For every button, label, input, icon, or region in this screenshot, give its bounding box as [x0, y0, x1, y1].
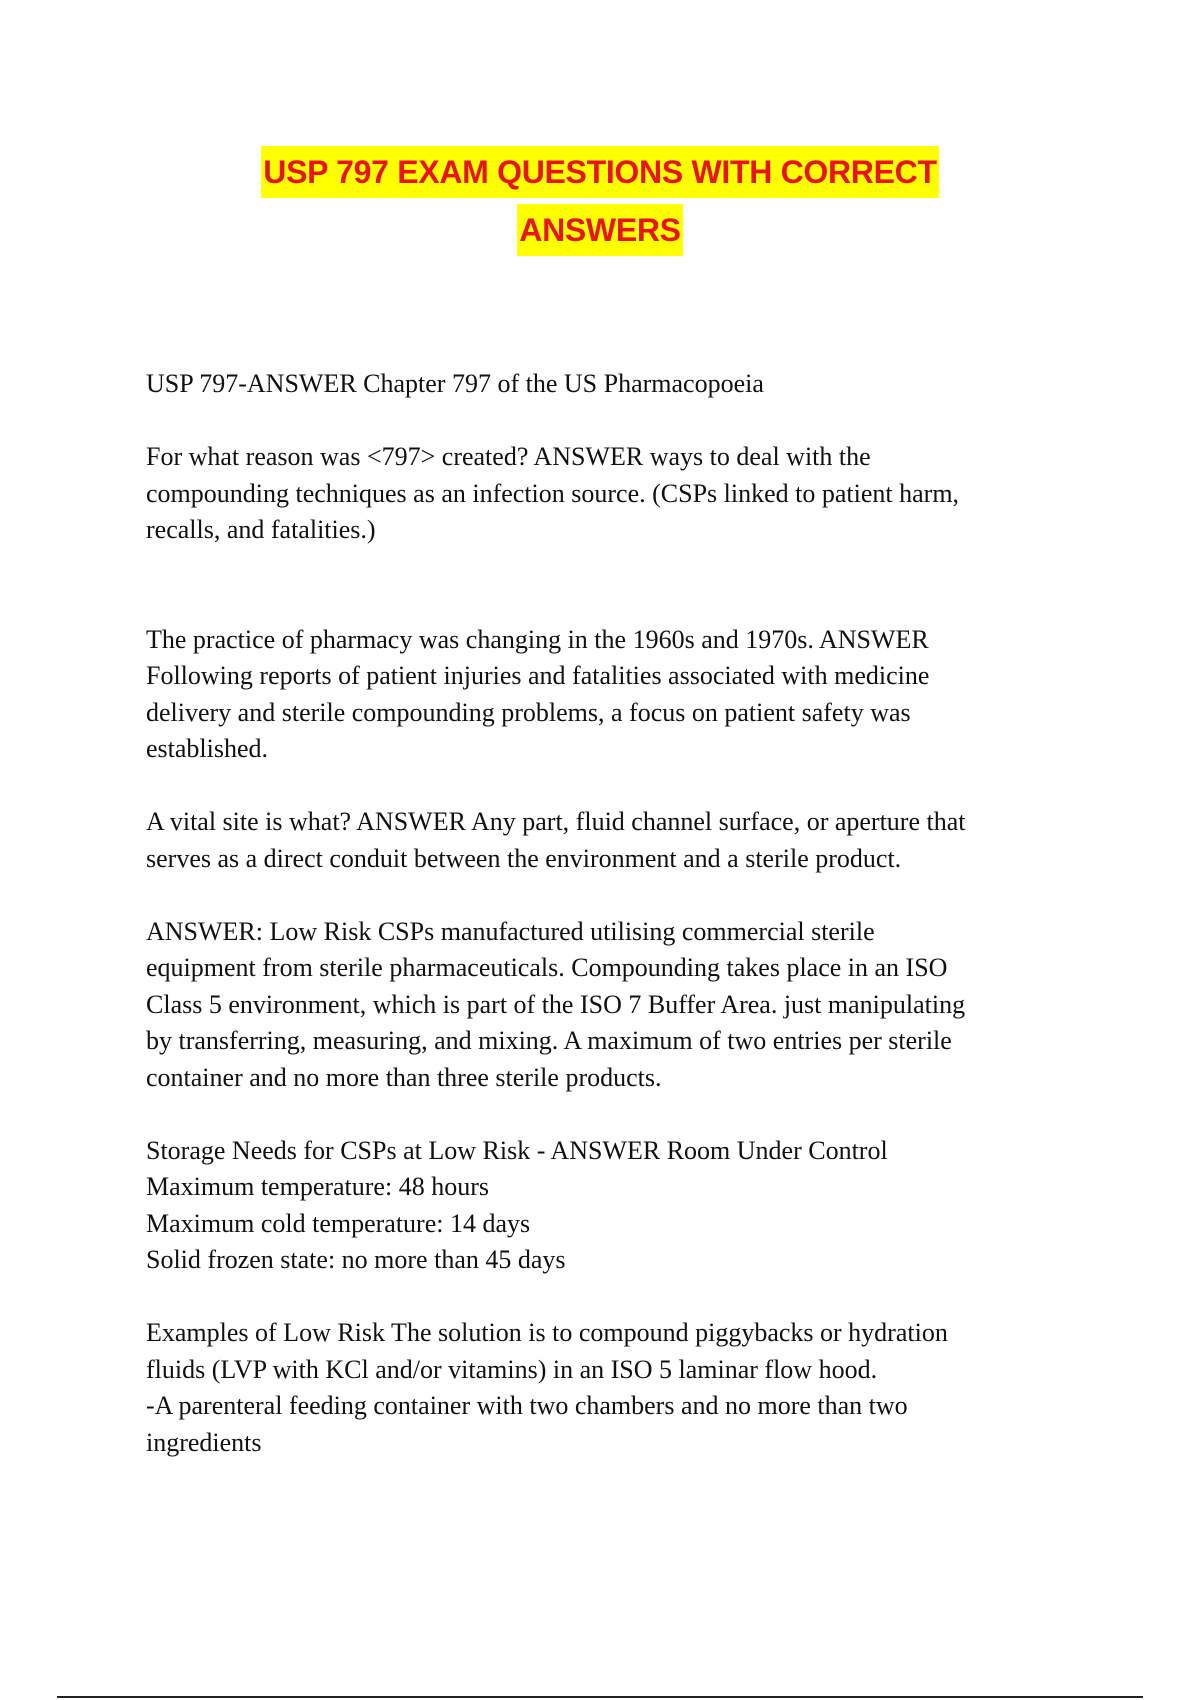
paragraph-usp-797-definition [146, 366, 1046, 403]
text-line: container and no more than three sterile products. [146, 1062, 662, 1092]
text-line: Examples of Low Risk The solution is to compound piggybacks or hydration [146, 1318, 948, 1347]
text-line: Maximum temperature: 48 hours [146, 1172, 489, 1201]
text-line: compounding techniques as an infection source. (CSPs linked to patient harm, [146, 478, 960, 508]
text-line: recalls, and fatalities.) [146, 515, 376, 544]
text-line: by transferring, measuring, and mixing. A maximum of two entries per sterile [146, 1026, 952, 1055]
text-line: USP 797-ANSWER Chapter 797 of the US Pharmacopoeia [146, 369, 764, 398]
text-line: established. [146, 734, 269, 763]
text-line: equipment from sterile pharmaceuticals. Compounding takes place in an ISO [146, 953, 948, 982]
text-line: Storage Needs for CSPs at Low Risk - ANSWER Room Under Control [146, 1135, 888, 1165]
text-line: Solid frozen state: no more than 45 days [146, 1245, 566, 1274]
paragraph-low-risk-examples [146, 1315, 1046, 1461]
text-line: For what reason was <797> created? ANSWER ways to deal with the [146, 442, 871, 471]
paragraph-low-risk-csps [146, 914, 1046, 1097]
text-line: -A parenteral feeding container with two chambers and no more than two [146, 1391, 908, 1420]
text-line: Class 5 environment, which is part of the ISO 7 Buffer Area. just manipulating [146, 989, 966, 1019]
text-line: Following reports of patient injuries and fatalities associated with medicine [146, 661, 930, 690]
document-title [0, 146, 1200, 262]
text-line: A vital site is what? ANSWER Any part, fluid channel surface, or aperture that [146, 807, 966, 836]
paragraph-storage-needs [146, 1133, 1046, 1279]
text-line: serves as a direct conduit between the environment and a sterile product. [146, 843, 902, 873]
text-line: The practice of pharmacy was changing in the 1960s and 1970s. ANSWER [146, 624, 929, 654]
paragraph-pharmacy-practice [146, 622, 1046, 768]
text-line: Maximum cold temperature: 14 days [146, 1208, 531, 1238]
text-line: ANSWER: Low Risk CSPs manufactured utilising commercial sterile [146, 916, 875, 946]
page-bottom-divider [57, 1696, 1143, 1698]
text-line: fluids (LVP with KCl and/or vitamins) in an ISO 5 laminar flow hood. [146, 1354, 878, 1384]
paragraph-reason-created [146, 439, 1046, 549]
title-line-2: ANSWERS [517, 204, 682, 256]
text-line: ingredients [146, 1427, 262, 1457]
paragraph-vital-site [146, 804, 1046, 877]
document-body [146, 366, 1046, 1498]
text-line: delivery and sterile compounding problems, a focus on patient safety was [146, 697, 911, 727]
title-line-1: USP 797 EXAM QUESTIONS WITH CORRECT [261, 146, 938, 198]
